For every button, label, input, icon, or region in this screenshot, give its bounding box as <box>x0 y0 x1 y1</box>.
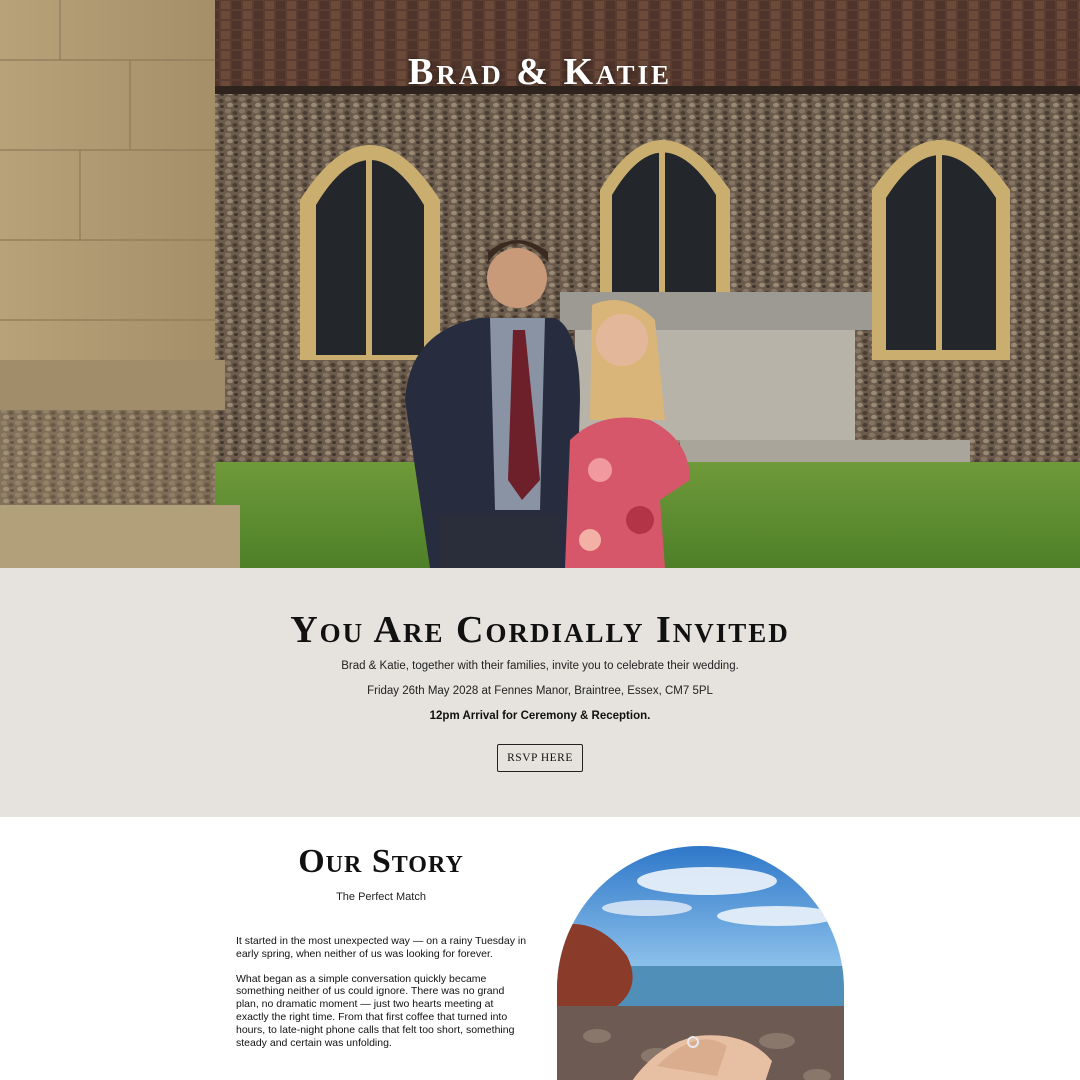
story-paragraph: What began as a simple conversation quickly became something neither of us could ignore. There was no grand plan, no dramatic moment — just two hearts meeting at exactly the right time. From that first coffee that turned into hours, to late-night phone calls that felt too short, something steady and certain was unfolding. <box>236 972 515 1049</box>
story-heading: Our Story <box>298 843 464 880</box>
arrival-time: 12pm Arrival for Ceremony & Reception. <box>429 710 651 722</box>
story-paragraph: It started in the most unexpected way — on a rainy Tuesday in early spring, when neither of us was looking for forever. <box>236 935 527 960</box>
our-story-section <box>0 817 1080 1080</box>
rsvp-button[interactable]: RSVP HERE <box>497 744 583 772</box>
invitation-heading: You Are Cordially Invited <box>290 609 790 651</box>
event-date-venue: Friday 26th May 2028 at Fennes Manor, Braintree, Essex, CM7 5PL <box>367 685 713 697</box>
story-subheading: The Perfect Match <box>336 891 426 903</box>
couple-names-title: Brad & Katie <box>407 51 673 93</box>
engagement-photo <box>557 846 844 1080</box>
invitation-section <box>0 568 1080 817</box>
invitation-text: Brad & Katie, together with their families, invite you to celebrate their wedding. <box>341 660 739 672</box>
story-body <box>236 935 528 1061</box>
